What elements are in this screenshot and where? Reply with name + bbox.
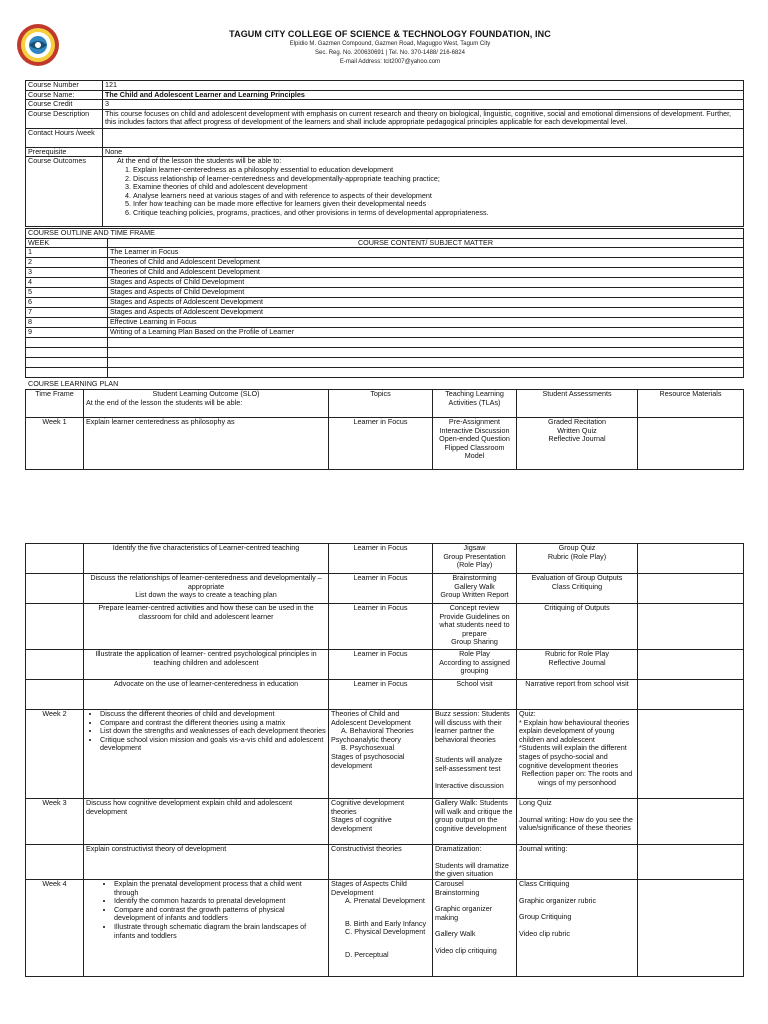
tla-item: Group Sharing bbox=[451, 637, 498, 647]
outline-week: 8 bbox=[26, 318, 108, 328]
assessment-item: Rubric (Role Play) bbox=[547, 551, 607, 561]
slo-text: Discuss the relationships of learner-centeredness and developmentally –appropriate bbox=[90, 573, 322, 591]
week3-slo: Discuss how cognitive development explain child and adolescent development bbox=[84, 799, 329, 845]
topic-cell: Learner in Focus bbox=[329, 650, 433, 680]
week2-time: Week 2 bbox=[26, 710, 84, 799]
assessment-cell bbox=[517, 574, 638, 604]
institution-email: E-mail Address: tcit2007@yahoo.com bbox=[339, 59, 441, 65]
week3b-topic: Constructivist theories bbox=[329, 845, 433, 880]
week2-tla-cell bbox=[433, 710, 517, 799]
outline-content: Stages and Aspects of Adolescent Development bbox=[108, 298, 744, 308]
assessment-item: Group Critiquing bbox=[519, 912, 572, 922]
week4-slo-cell bbox=[84, 880, 329, 977]
assessment-item: Long Quiz bbox=[519, 798, 552, 807]
topic-item bbox=[331, 951, 430, 960]
outline-week: 7 bbox=[26, 308, 108, 318]
resources-cell bbox=[638, 650, 744, 680]
outcome-item: 5. Infer how teaching can be made more effective for learners given their developmental needs bbox=[133, 200, 741, 209]
time-frame-cell bbox=[26, 544, 84, 574]
topic-item-label: D. bbox=[345, 949, 353, 959]
tla-item: Interactive Discussion bbox=[439, 425, 510, 435]
assessment-item: Reflective Journal bbox=[548, 657, 606, 667]
outcomes-list bbox=[105, 166, 741, 218]
week2-slo-cell bbox=[84, 710, 329, 799]
week1-assessment-cell bbox=[517, 418, 638, 470]
slo-cell: Identify the five characteristics of Learner-centred teaching bbox=[84, 544, 329, 574]
resources-cell bbox=[638, 574, 744, 604]
course-description-value: This course focuses on child and adolescent development with emphasis on current research and theory on biological, linguistic, cognitive, social and emotional dimensions of development. Further, this includes factors that affect progress of development of the learners and shall include appropriate pedagogical principles applicable for each developmental level. bbox=[103, 109, 744, 128]
tla-item: Dramatization: bbox=[435, 844, 482, 853]
outcome-item: 1. Explain learner-centeredness as a philosophy essential to education development bbox=[133, 166, 741, 175]
plan-header-topics: Topics bbox=[329, 390, 433, 418]
tla-item: Graphic organizer making bbox=[435, 904, 493, 922]
tla-item: Buzz session: Students will discuss with their learner partner the behavioral theories bbox=[435, 709, 510, 744]
outline-week: 5 bbox=[26, 288, 108, 298]
resources-cell bbox=[638, 880, 744, 977]
week2-assessment-cell bbox=[517, 710, 638, 799]
outline-week: 3 bbox=[26, 268, 108, 278]
slo-item: • Critique school vision mission and goals vis-a-vis child and adolescent development bbox=[100, 736, 326, 753]
outline-empty-cell bbox=[26, 368, 108, 378]
tla-item: Group Written Report bbox=[440, 590, 509, 600]
course-credit-label: Course Credit bbox=[26, 100, 103, 110]
topic-cell: Learner in Focus bbox=[329, 544, 433, 574]
learning-plan-table bbox=[25, 389, 744, 470]
assessment-cell bbox=[517, 604, 638, 650]
tla-item: Provide Guidelines on what students need to prepare bbox=[439, 611, 510, 638]
week3-time: Week 3 bbox=[26, 799, 84, 845]
resources-cell bbox=[638, 799, 744, 845]
learning-plan-table-continued bbox=[25, 543, 744, 977]
topic-item-text: Prenatal Development bbox=[353, 896, 425, 906]
topic-cell: Learner in Focus bbox=[329, 604, 433, 650]
topic-item-label: B. bbox=[345, 918, 352, 928]
assessment-item: Class Critiquing bbox=[551, 581, 603, 591]
topic-item-text: Birth and Early Infancy bbox=[353, 918, 427, 928]
outline-content: Stages and Aspects of Child Development bbox=[108, 278, 744, 288]
topic-text: Stages of psychosocial development bbox=[331, 751, 405, 770]
week4-time: Week 4 bbox=[26, 880, 84, 977]
topic-text: Stages of cognitive development bbox=[331, 815, 392, 833]
outline-empty-cell bbox=[26, 358, 108, 368]
slo-item: • Identify the common hazards to prenatal development bbox=[114, 897, 326, 906]
week4-tla-cell bbox=[433, 880, 517, 977]
outline-week: 1 bbox=[26, 248, 108, 258]
week1-tla-cell bbox=[433, 418, 517, 470]
resources-cell bbox=[638, 845, 744, 880]
week2-slo-list bbox=[86, 710, 326, 753]
topic-item-text: Psychosexual bbox=[349, 743, 395, 753]
week3b-tla-cell bbox=[433, 845, 517, 880]
prerequisite-value: None bbox=[103, 147, 744, 157]
outline-content: Stages and Aspects of Adolescent Development bbox=[108, 308, 744, 318]
tla-item: Students will dramatize the given situation bbox=[435, 860, 509, 879]
outcome-item: 3. Examine theories of child and adolescent development bbox=[133, 183, 741, 192]
topic-text: Cognitive development theories bbox=[331, 798, 405, 816]
plan-header-slo: Student Learning Outcome (SLO) bbox=[152, 389, 260, 398]
assessment-cell bbox=[517, 544, 638, 574]
assessment-item: Quiz: bbox=[519, 709, 536, 718]
week1-topic: Learner in Focus bbox=[329, 418, 433, 470]
outline-week: 4 bbox=[26, 278, 108, 288]
outline-empty-cell bbox=[108, 358, 744, 368]
week3b-slo: Explain constructivist theory of development bbox=[84, 845, 329, 880]
plan-header-assessment: Student Assessments bbox=[517, 390, 638, 418]
outline-empty-cell bbox=[108, 348, 744, 358]
assessment-item: * Explain how behavioural theories explain development of young children and adolescent bbox=[519, 717, 630, 744]
tla-item: Gallery Walk bbox=[454, 581, 495, 591]
topic-cell: Learner in Focus bbox=[329, 680, 433, 710]
outline-content-header: COURSE CONTENT/ SUBJECT MATTER bbox=[108, 238, 744, 248]
week3-topic-cell bbox=[329, 799, 433, 845]
course-number-value: 121 bbox=[103, 81, 744, 91]
assessment-item: Reflective Journal bbox=[548, 434, 606, 444]
week4-topic-cell bbox=[329, 880, 433, 977]
time-frame-cell bbox=[26, 650, 84, 680]
course-outcomes-label: Course Outcomes bbox=[26, 157, 103, 227]
topic-item-label: A. bbox=[345, 896, 352, 906]
week4-slo-list bbox=[86, 880, 326, 940]
tla-item: (Role Play) bbox=[456, 560, 493, 570]
course-description-label: Course Description bbox=[26, 109, 103, 128]
institution-registration: Sec. Reg. No. 200630691 | Tel. No. 370-1488/ 216-6824 bbox=[315, 50, 465, 56]
week2-topic-cell bbox=[329, 710, 433, 799]
tla-cell bbox=[433, 574, 517, 604]
outline-content: Theories of Child and Adolescent Development bbox=[108, 268, 744, 278]
plan-header-time-frame: Time Frame bbox=[26, 390, 84, 418]
slo-item: • Compare and contrast the different theories using a matrix bbox=[100, 719, 326, 728]
assessment-item: Class Critiquing bbox=[519, 879, 570, 888]
assessment-item: Journal writing: How do you see the value/significance of these theories bbox=[519, 814, 633, 833]
topic-item-label: B. bbox=[341, 743, 348, 753]
course-name-value: The Child and Adolescent Learner and Learning Principles bbox=[103, 90, 744, 100]
plan-header-slo-sub: At the end of the lesson the students will be able: bbox=[86, 397, 243, 407]
resources-cell bbox=[638, 544, 744, 574]
tla-item: Open-ended Question bbox=[439, 434, 510, 444]
course-outcomes-cell bbox=[103, 157, 744, 227]
slo-cell: Prepare learner-centred activities and how these can be used in the classroom for child and adolescent learner bbox=[84, 604, 329, 650]
week4-assessment-cell bbox=[517, 880, 638, 977]
week1-time: Week 1 bbox=[26, 418, 84, 470]
tla-item: Role Play bbox=[459, 649, 490, 658]
topic-item-label: A. bbox=[341, 726, 348, 736]
course-outline-table bbox=[25, 228, 744, 378]
slo-text: List down the ways to create a teaching plan bbox=[135, 590, 277, 600]
week3-tla: Gallery Walk: Students will walk and critique the group output on the cognitive development bbox=[433, 799, 517, 845]
resources-cell bbox=[638, 680, 744, 710]
assessment-item: Graded Recitation bbox=[548, 417, 606, 426]
time-frame-cell bbox=[26, 845, 84, 880]
week1-resources bbox=[638, 418, 744, 470]
assessment-item: Evaluation of Group Outputs bbox=[531, 573, 623, 582]
course-credit-value: 3 bbox=[103, 100, 744, 110]
slo-item: • Compare and contrast the growth patterns of physical development of infants and toddlers bbox=[114, 906, 326, 923]
week3b-assessment: Journal writing: bbox=[517, 845, 638, 880]
topic-item-text: Behavioral Theories bbox=[349, 726, 414, 736]
contact-hours-value bbox=[103, 128, 744, 147]
tla-item: Video clip critiquing bbox=[435, 945, 497, 955]
assessment-item: *Students will explain the different stages of psycho-social and cognitive development theories bbox=[519, 743, 627, 770]
topic-item-text: Physical Development bbox=[354, 927, 426, 937]
resources-cell bbox=[638, 710, 744, 799]
tla-item: Pre-Assignment bbox=[448, 417, 501, 426]
tla-cell bbox=[433, 544, 517, 574]
outline-empty-cell bbox=[108, 338, 744, 348]
learning-plan-title: COURSE LEARNING PLAN bbox=[28, 379, 119, 388]
course-info-table bbox=[25, 80, 744, 227]
tla-item: Interactive discussion bbox=[435, 780, 504, 790]
resources-cell bbox=[638, 604, 744, 650]
topic-item-label: C. bbox=[345, 927, 353, 937]
outline-week: 9 bbox=[26, 328, 108, 338]
tla-item: Brainstorming bbox=[435, 887, 480, 897]
outline-content: Theories of Child and Adolescent Development bbox=[108, 258, 744, 268]
contact-hours-label: Contact Hours /week bbox=[26, 128, 103, 147]
assessment-item: Group Quiz bbox=[558, 543, 596, 552]
slo-item: • Discuss the different theories of child and development bbox=[100, 710, 326, 719]
plan-header-tla: Teaching Learning Activities (TLAs) bbox=[433, 390, 517, 418]
tla-item: Students will analyze self-assessment test bbox=[435, 755, 503, 773]
tla-item: Gallery Walk bbox=[435, 929, 476, 939]
tla-item: Concept review bbox=[449, 603, 500, 612]
course-name-label: Course Name: bbox=[26, 90, 103, 100]
outcomes-intro: At the end of the lesson the students will be able to: bbox=[117, 156, 282, 166]
topic-item bbox=[331, 928, 430, 937]
slo-item: • Illustrate through schematic diagram the brain landscapes of infants and toddlers bbox=[114, 923, 326, 940]
slo-cell: Advocate on the use of learner-centeredness in education bbox=[84, 680, 329, 710]
tla-item: According to assigned grouping bbox=[439, 657, 510, 676]
outline-week-header: WEEK bbox=[26, 238, 108, 248]
tla-item: Flipped Classroom Model bbox=[444, 442, 505, 461]
tla-item: Carousel bbox=[435, 879, 464, 888]
tla-cell: School visit bbox=[433, 680, 517, 710]
slo-cell bbox=[84, 574, 329, 604]
week3-assessment-cell bbox=[517, 799, 638, 845]
outline-week: 6 bbox=[26, 298, 108, 308]
tla-cell bbox=[433, 650, 517, 680]
time-frame-cell bbox=[26, 680, 84, 710]
topic-item: Psychoanalytic theory bbox=[331, 734, 401, 744]
outline-empty-cell bbox=[26, 348, 108, 358]
topic-item-text: Perceptual bbox=[354, 949, 389, 959]
outline-empty-cell bbox=[108, 368, 744, 378]
assessment-item: Written Quiz bbox=[557, 425, 597, 435]
assessment-item: Reflection paper on: The roots and wings of my personhood bbox=[521, 769, 633, 787]
course-number-label: Course Number bbox=[26, 81, 103, 91]
college-seal-logo bbox=[16, 23, 60, 67]
slo-item: • List down the strengths and weaknesses of each development theories bbox=[100, 727, 326, 736]
slo-cell: Illustrate the application of learner- centred psychological principles in teaching children and adolescent bbox=[84, 650, 329, 680]
outline-content: Effective Learning in Focus bbox=[108, 318, 744, 328]
week1-slo: Explain learner centeredness as philosophy as bbox=[84, 418, 329, 470]
assessment-item: Graphic organizer rubric bbox=[519, 895, 597, 905]
tla-item: Jigsaw bbox=[463, 543, 486, 552]
assessment-cell: Narrative report from school visit bbox=[517, 680, 638, 710]
outline-empty-cell bbox=[26, 338, 108, 348]
plan-header-slo-cell bbox=[84, 390, 329, 418]
time-frame-cell bbox=[26, 604, 84, 650]
tla-item: Group Presentation bbox=[443, 551, 506, 561]
plan-header-resources: Resource Materials bbox=[638, 390, 744, 418]
institution-address: Elpidio M. Gazmen Compound, Gazmen Road, Magugpo West, Tagum City bbox=[289, 41, 491, 47]
topic-text: Stages of Aspects Child Development bbox=[331, 879, 407, 897]
tla-cell bbox=[433, 604, 517, 650]
assessment-item: Rubric for Role Play bbox=[545, 649, 609, 658]
assessment-item: Video clip rubric bbox=[519, 928, 571, 938]
outline-week: 2 bbox=[26, 258, 108, 268]
time-frame-cell bbox=[26, 574, 84, 604]
assessment-cell bbox=[517, 650, 638, 680]
topic-item bbox=[331, 897, 430, 906]
prerequisite-label: Prerequisite bbox=[26, 147, 103, 157]
slo-item: • Explain the prenatal development process that a child went through bbox=[114, 880, 326, 897]
outline-content: Stages and Aspects of Child Development bbox=[108, 288, 744, 298]
outline-title: COURSE OUTLINE AND TIME FRAME bbox=[26, 229, 744, 239]
outline-content: Writing of a Learning Plan Based on the Profile of Learner bbox=[108, 328, 744, 338]
outcome-item: 4. Analyse learners need at various stages of and with reference to aspects of their development bbox=[133, 192, 741, 201]
institution-name: TAGUM CITY COLLEGE OF SCIENCE & TECHNOLOGY FOUNDATION, INC bbox=[229, 29, 551, 39]
tla-item: Brainstorming bbox=[452, 573, 497, 582]
topic-cell: Learner in Focus bbox=[329, 574, 433, 604]
topic-text: Theories of Child and Adolescent Development bbox=[331, 709, 411, 727]
outcome-item: 6. Critique teaching policies, programs, practices, and other provisions in terms of developmental appropriateness. bbox=[133, 209, 741, 218]
assessment-item: Critiquing of Outputs bbox=[544, 603, 610, 612]
outcome-item: 2. Discuss relationship of learner-centeredness and developmentally-appropriate teaching practice; bbox=[133, 175, 741, 184]
outline-content: The Learner in Focus bbox=[108, 248, 744, 258]
